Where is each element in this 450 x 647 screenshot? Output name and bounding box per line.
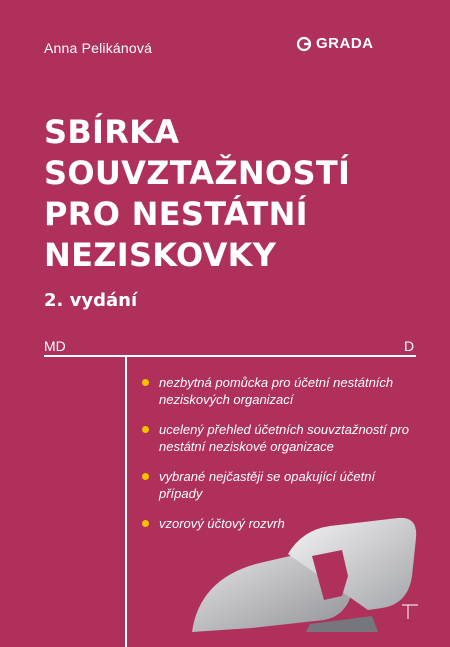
bullet-dot-icon <box>142 473 149 480</box>
t-account-horizontal-line <box>44 355 416 357</box>
publisher-brand-graphic <box>192 512 428 632</box>
publisher-name: GRADA <box>316 35 374 52</box>
title-line: SBÍRKA <box>44 113 180 151</box>
debit-label: MD <box>44 338 66 354</box>
edition-label: 2. vydání <box>44 290 138 311</box>
book-title <box>44 112 350 276</box>
bullet-dot-icon <box>142 520 149 527</box>
bullet-dot-icon <box>142 426 149 433</box>
author-name: Anna Pelikánová <box>44 40 153 56</box>
credit-label: D <box>404 338 415 354</box>
title-line: NEZISKOVKY <box>44 236 277 274</box>
list-item <box>142 468 412 502</box>
title-line: PRO NESTÁTNÍ <box>44 195 308 233</box>
list-item-text: vzorový účtový rozvrh <box>159 516 285 531</box>
bullet-dot-icon <box>142 379 149 386</box>
list-item-text: ucelený přehled účetních souvztažností pro nestátní neziskové organizace <box>159 422 410 454</box>
list-item <box>142 421 412 455</box>
list-item-text: nezbytná pomůcka pro účetní nestátních neziskových organizací <box>159 375 394 407</box>
publisher-logo <box>296 35 374 52</box>
list-item <box>142 374 412 408</box>
title-line: SOUVZTAŽNOSTÍ <box>44 154 351 192</box>
grada-logo-icon <box>296 36 312 52</box>
t-account-vertical-line <box>125 355 127 647</box>
list-item-text: vybrané nejčastěji se opakující účetní případy <box>159 469 376 501</box>
md-d-mark-icon <box>400 599 420 619</box>
